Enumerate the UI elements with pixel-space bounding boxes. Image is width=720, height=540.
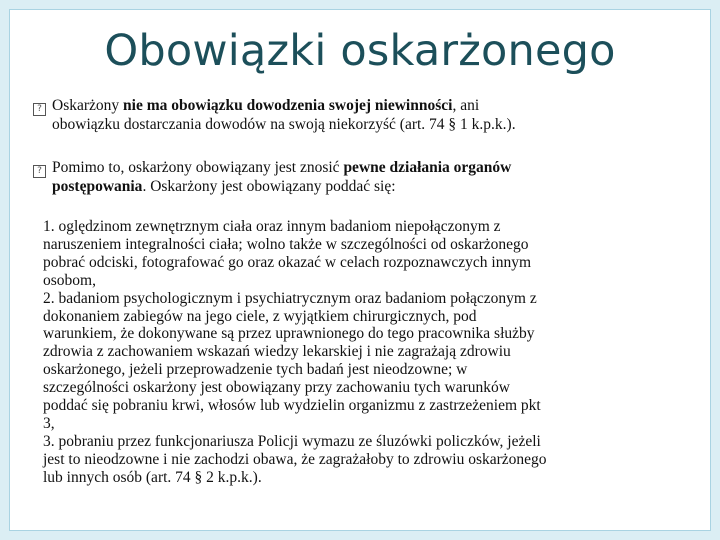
list-line: 2. badaniom psychologicznym i psychiatrycznym oraz badaniom połączonym z bbox=[43, 289, 537, 307]
list-line: poddać się pobraniu krwi, włosów lub wydzielin organizmu z zastrzeżeniem pkt bbox=[43, 397, 541, 415]
list-line: naruszeniem integralności ciała; wolno także w szczególności od oskarżonego bbox=[43, 235, 529, 253]
bullet-1-text-start: Oskarżony bbox=[52, 97, 124, 114]
bullet-1-line-1 bbox=[33, 97, 693, 116]
bullet-2-bold-text-1: pewne działania organów bbox=[343, 159, 512, 176]
list-line: jest to nieodzowne i nie zachodzi obawa, że zagrażałoby to zdrowiu oskarżonego bbox=[43, 450, 547, 468]
bullet-paragraph-1 bbox=[33, 97, 693, 134]
bullet-1-line-2: obowiązku dostarczania dowodów na swoją niekorzyść (art. 74 § 1 k.p.k.). bbox=[52, 116, 516, 133]
bullet-icon: ? bbox=[33, 165, 46, 178]
bullet-2-line-2 bbox=[33, 178, 693, 196]
bullet-icon: ? bbox=[33, 103, 46, 116]
bullet-2-text-start: Pomimo to, oskarżony obowiązany jest znosić bbox=[52, 159, 344, 176]
list-line: oskarżonego, jeżeli przeprowadzenie tych badań jest nieodzowne; w bbox=[43, 361, 468, 379]
list-line: szczególności oskarżony jest obowiązany przy zachowaniu tych warunków bbox=[43, 379, 510, 397]
list-line: warunkiem, że dokonywane są przez uprawnionego do tego pracownika służby bbox=[43, 325, 535, 343]
bullet-1-text-end: , ani bbox=[452, 97, 480, 114]
list-line: lub innych osób (art. 74 § 2 k.p.k.). bbox=[43, 468, 262, 486]
list-line: 1. oględzinom zewnętrznym ciała oraz innym badaniom niepołączonym z bbox=[43, 218, 501, 235]
bullet-1-bold-text: nie ma obowiązku dowodzenia swojej niewinności bbox=[123, 97, 453, 114]
list-line: pobrać odciski, fotografować go oraz okazać w celach rozpoznawczych innym bbox=[43, 253, 532, 271]
list-line: zdrowia z zachowaniem wskazań wiedzy lekarskiej i nie zagrażają zdrowiu bbox=[43, 343, 511, 361]
bullet-2-line-1 bbox=[33, 159, 693, 178]
list-line: 3. pobraniu przez funkcjonariusza Policji wymazu ze śluzówki policzków, jeżeli bbox=[43, 432, 541, 450]
bullet-paragraph-2 bbox=[33, 159, 693, 196]
bullet-2-bold-text-2: postępowania bbox=[52, 178, 143, 195]
list-line: dokonaniem zabiegów na jego ciele, z wyjątkiem chirurgicznych, pod bbox=[43, 307, 477, 325]
list-line: osobom, bbox=[43, 271, 96, 289]
list-line: 3, bbox=[43, 414, 55, 432]
obligations-list bbox=[43, 218, 683, 487]
bullet-2-text-end: . Oskarżony jest obowiązany poddać się: bbox=[142, 178, 396, 195]
slide-title: Obowiązki oskarżonego bbox=[104, 26, 616, 76]
